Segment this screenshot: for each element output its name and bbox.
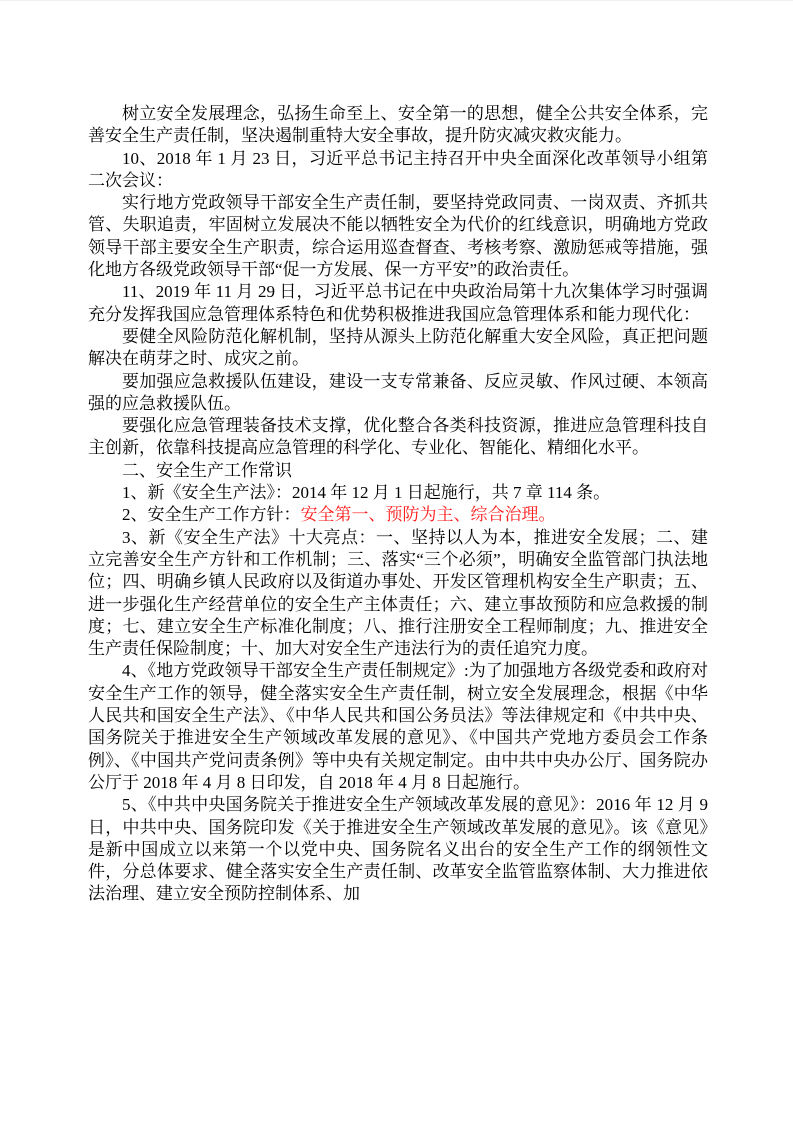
text-run: 5、《中共中央国务院关于推进安全生产领域改革发展的意见》：2016 年 12 月 9 日，中共中央、国务院印发《关于推进安全生产领域改革发展的意见》。该《意见》是新中国成立以来第一个以党中央、国务院名义出台的安全生产工作的纲领性文件，分总体要求、健全落实安全生产责任制、改革安全监管监察体制、大力推进依法治理、建立安全预防控制体系、加: [88, 795, 708, 904]
paragraph: [88, 371, 708, 416]
document-body: [88, 103, 708, 906]
paragraph: [88, 794, 708, 905]
text-run: 4、《地方党政领导干部安全生产责任制规定》:为了加强地方各级党委和政府对安全生产工作的领导，健全落实安全生产责任制，树立安全发展理念，根据《中华人民共和国安全生产法》、《中华人民共和国公务员法》等法律规定和《中共中央、国务院关于推进安全生产领域改革发展的意见》、《中国共产党地方委员会工作条例》、《中国共产党问责条例》等中央有关规定制定。由中共中央办公厅、国务院办公厅于 2018 年 4 月 8 日印发，自 2018 年 4 月 8 日起施行。: [88, 661, 708, 792]
text-run: 11、2019 年 11 月 29 日，习近平总书记在中央政治局第十九次集体学习时强调充分发挥我国应急管理体系特色和优势积极推进我国应急管理体系和能力现代化：: [88, 282, 708, 324]
text-run: 1、新《安全生产法》：2014 年 12 月 1 日起施行，共 7 章 114 条。: [122, 483, 611, 503]
paragraph: [88, 415, 708, 460]
paragraph: [88, 148, 708, 193]
text-run: 10、2018 年 1 月 23 日，习近平总书记主持召开中央全面深化改革领导小组第二次会议：: [88, 148, 708, 190]
paragraph: [88, 660, 708, 794]
paragraph: [88, 192, 708, 281]
text-run: 3、新《安全生产法》十大亮点：一、坚持以人为本，推进安全发展；二、建立完善安全生产方针和工作机制；三、落实“三个必须”，明确安全监管部门执法地位；四、明确乡镇人民政府以及街道办事处、开发区管理机构安全生产职责；五、进一步强化生产经营单位的安全生产主体责任；六、建立事故预防和应急救援的制度；七、建立安全生产标准化制度；八、推行注册安全工程师制度；九、推进安全生产责任保险制度；十、加大对安全生产违法行为的责任追究力度。: [88, 527, 708, 659]
text-run: 2、安全生产工作方针：: [122, 505, 301, 525]
paragraph: [88, 326, 708, 371]
text-run: 树立安全发展理念，弘扬生命至上、安全第一的思想，健全公共安全体系，完善安全生产责任制，坚决遏制重特大安全事故，提升防灾减灾救灾能力。: [88, 104, 708, 146]
paragraph: [88, 504, 708, 526]
paragraph: [88, 281, 708, 326]
text-run: 实行地方党政领导干部安全生产责任制，要坚持党政同责、一岗双责、齐抓共管、失职追责，牢固树立发展决不能以牺牲安全为代价的红线意识，明确地方党政领导干部主要安全生产职责，综合运用巡查督查、考核考察、激励惩戒等措施，强化地方各级党政领导干部“促一方发展、保一方平安”的政治责任。: [88, 193, 708, 280]
paragraph: [88, 460, 708, 482]
text-run: 要加强应急救援队伍建设，建设一支专常兼备、反应灵敏、作风过硬、本领高强的应急救援队伍。: [88, 371, 708, 413]
text-run: 二、安全生产工作常识: [122, 460, 292, 480]
paragraph: [88, 482, 708, 504]
paragraph: [88, 527, 708, 661]
paragraph: [88, 103, 708, 148]
highlighted-text: 安全第一、预防为主、综合治理。: [300, 505, 556, 525]
text-run: 要健全风险防范化解机制，坚持从源头上防范化解重大安全风险，真正把问题解决在萌芽之时、成灾之前。: [88, 326, 708, 369]
text-run: 要强化应急管理装备技术支撑，优化整合各类科技资源，推进应急管理科技自主创新，依靠科技提高应急管理的科学化、专业化、智能化、精细化水平。: [88, 416, 708, 458]
